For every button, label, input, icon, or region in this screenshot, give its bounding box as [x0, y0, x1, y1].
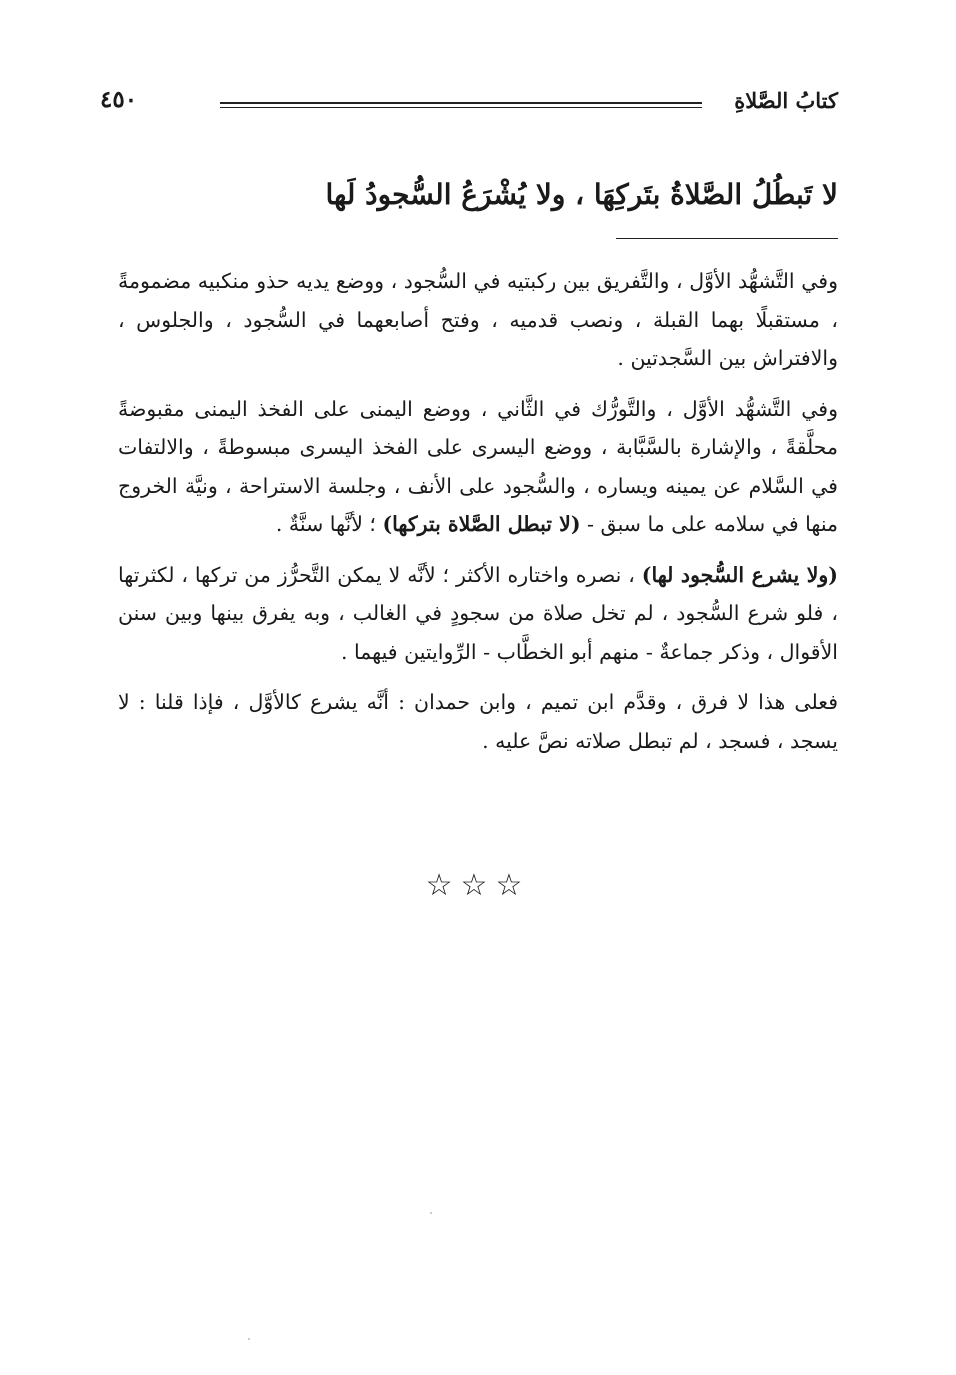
- page-header: [100, 86, 838, 126]
- paragraph-text: ، نصره واختاره الأكثر ؛ لأنَّه لا يمكن التَّحرُّز من تركها ، لكثرتها ، فلو شرع السُّجود ، لم تخل صلاة من سجودٍ في الغالب ، وبه يفرق بينها وبين سنن الأقوال ، وذكر جماعةٌ - منهم أبو الخطَّاب - الرِّوايتين فيهما .: [118, 562, 838, 664]
- page-number: ٤٥٠: [100, 86, 138, 113]
- bold-matn-text: (ولا يشرع السُّجود لها): [641, 562, 839, 587]
- paragraph-text: ؛ لأنَّها سنَّةٌ .: [275, 512, 383, 536]
- running-title: كتابُ الصَّلاةِ: [734, 88, 838, 113]
- scan-speck: [248, 1338, 250, 1340]
- header-rule: [220, 102, 702, 104]
- body-text: [118, 262, 838, 772]
- star-separator: ☆☆☆: [425, 868, 531, 903]
- section-heading: لا تَبطُلُ الصَّلاةُ بتَركِهَا ، ولا يُشْرَعُ السُّجودُ لَها: [325, 178, 838, 211]
- paragraph-text: وفي التَّشهُّد الأوَّل ، والتَّورُّك في الثَّاني ، ووضع اليمنى على الفخذ اليمنى مقبوضةً محلَّقةً ، والإشارة بالسَّبَّابة ، ووضع اليسرى على الفخذ اليسرى مبسوطةً ، والالتفات في السَّلام عن يمينه ويساره ، والسُّجود على الأنف ، وجلسة الاستراحة ، ونيَّة الخروج منها في سلامه على ما سبق -: [118, 396, 838, 536]
- paragraph-text: فعلى هذا لا فرق ، وقدَّم ابن تميم ، وابن حمدان : أنَّه يشرع كالأوَّل ، فإذا قلنا : لا يسجد ، فسجد ، لم تبطل صلاته نصَّ عليه .: [118, 690, 838, 753]
- scan-speck: [430, 1212, 432, 1214]
- paragraph-text: وفي التَّشهُّد الأوَّل ، والتَّفريق بين ركبتيه في السُّجود ، ووضع يديه حذو منكبيه مضمومةً ، مستقبلًا بهما القبلة ، ونصب قدميه ، وفتح أصابعهما في السُّجود ، والجلوس ، والافتراش بين السَّجدتين .: [118, 269, 838, 370]
- paragraph: [118, 390, 838, 544]
- bold-matn-text: (لا تبطل الصَّلاة بتركها): [382, 512, 581, 536]
- paragraph: [118, 556, 838, 672]
- paragraph: [118, 262, 838, 378]
- heading-underline: [616, 238, 838, 239]
- paragraph: [118, 683, 838, 760]
